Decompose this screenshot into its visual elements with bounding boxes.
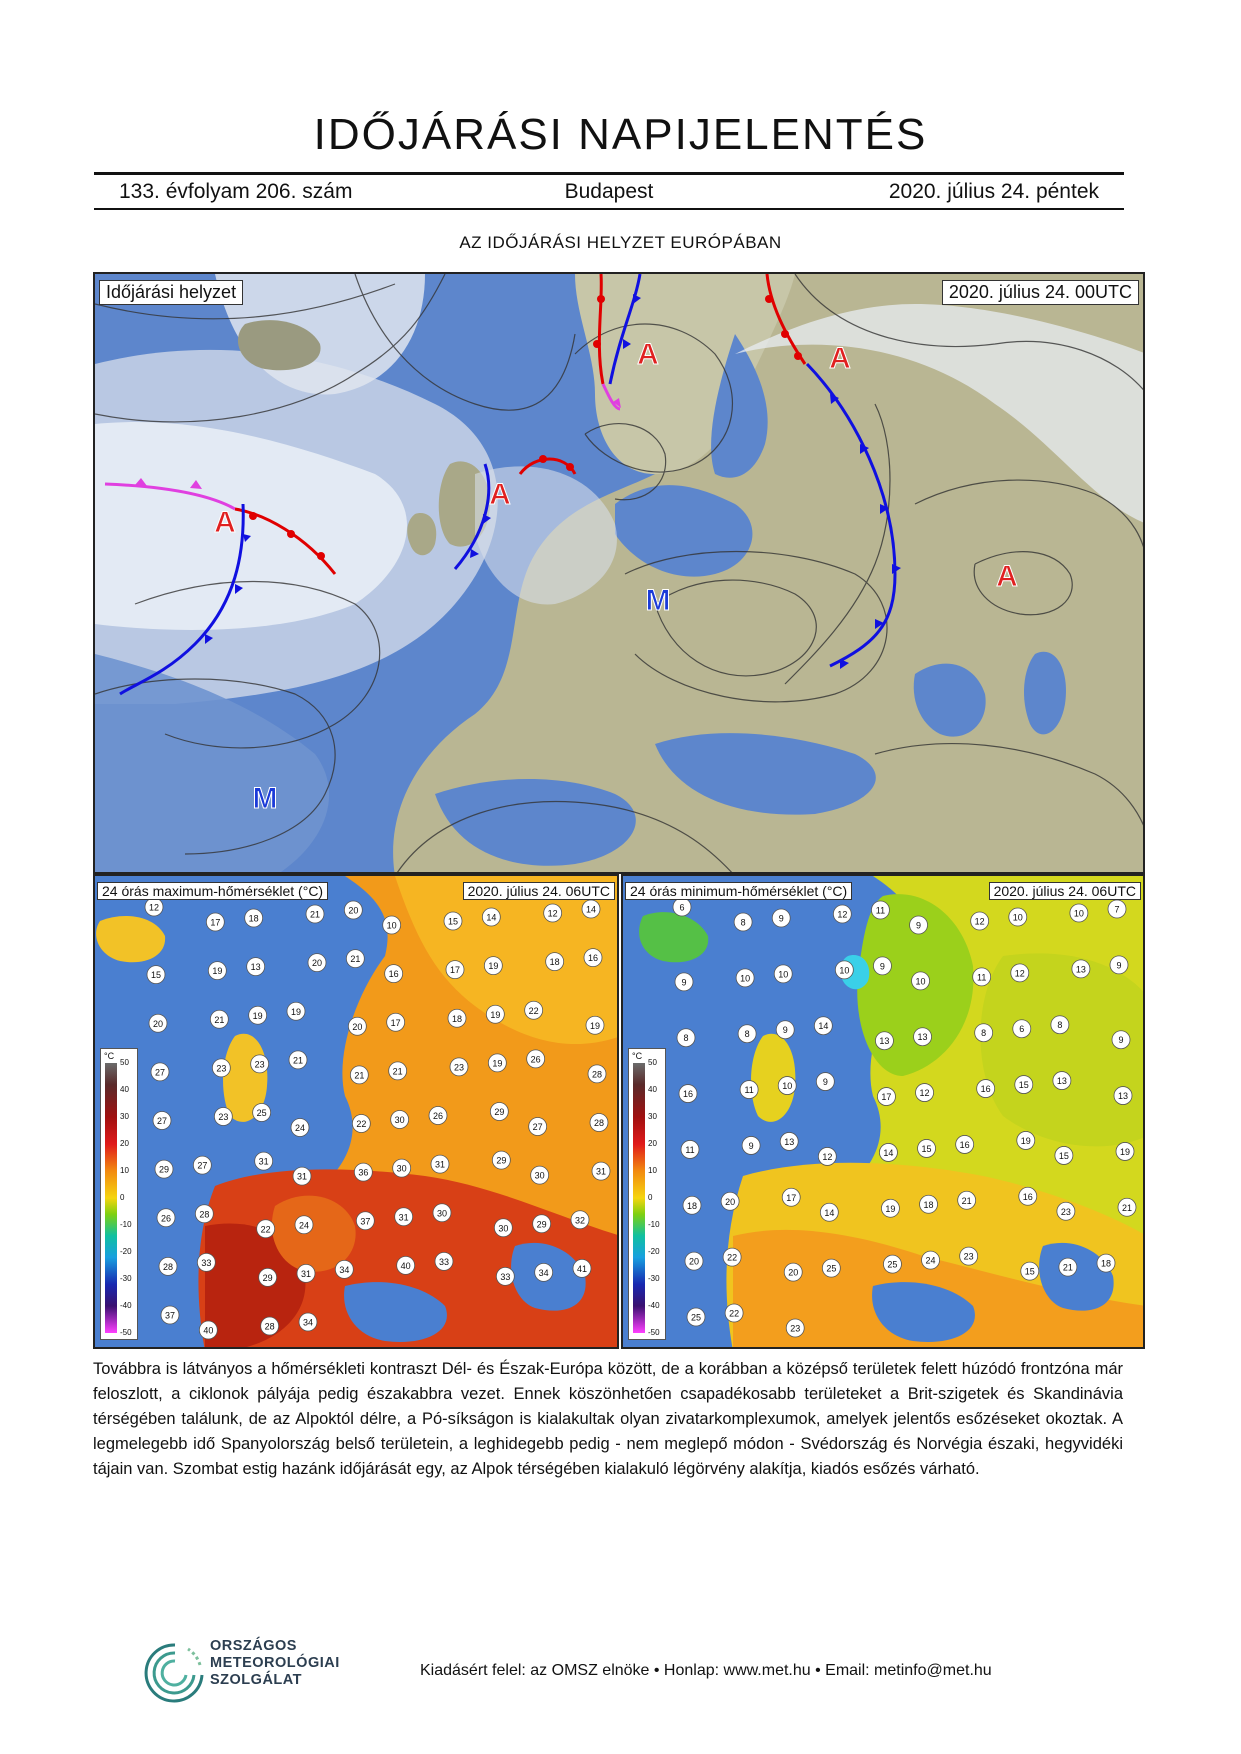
station-temperature-value: 19 xyxy=(488,961,499,972)
station-temperature-value: 18 xyxy=(248,913,259,924)
omsz-logo-text xyxy=(210,1638,340,1689)
scale-tick-label: 20 xyxy=(648,1139,657,1148)
station-temperature-value: 21 xyxy=(1121,1202,1133,1213)
station-temperature-value: 28 xyxy=(264,1321,275,1332)
station-temperature-value: 28 xyxy=(199,1209,210,1220)
station-temperature-value: 11 xyxy=(875,905,886,916)
synoptic-map-label: Időjárási helyzet xyxy=(99,280,243,305)
station-temperature-value: 15 xyxy=(1058,1150,1069,1161)
station-temperature-value: 23 xyxy=(216,1063,227,1074)
station-temperature-value: 34 xyxy=(538,1267,549,1278)
scale-tick-label: -30 xyxy=(120,1274,132,1283)
station-temperature-value: 19 xyxy=(290,1006,302,1017)
station-temperature-value: 17 xyxy=(449,965,461,976)
station-temperature-value: 29 xyxy=(536,1219,547,1230)
station-temperature-value: 21 xyxy=(214,1014,225,1025)
station-temperature-value: 22 xyxy=(260,1224,271,1235)
station-temperature-value: 15 xyxy=(1024,1266,1035,1277)
scale-tick-label: 0 xyxy=(648,1193,653,1202)
weather-summary-text: Továbbra is látványos a hőmérsékleti kontraszt Dél- és Észak-Európa között, de a korábban a középső területek felett húzódó frontzóna már feloszlott, a ciklonok pályája pedig északabbra vezet. Ennek köszönhetően csapadékosabb területeket a Brit-szigetek és Skandinávia térségében találunk, de az Alpoktól délre, a Pó-síkságon is kialakultak olyan zivatarkomplexumok, amelyek jelentős esőzéseket okoztak. A legmelegebb idő Spanyolország belső területein, a leghidegebb pedig - nem meglepő módon - Svédország és Norvégia északi, hegyvidéki tájain van. Szombat estig hazánk időjárását egy, az Alpok térségében kialakuló légörvény alakítja, kiadós esőzés várható. xyxy=(93,1360,1123,1478)
station-temperature-value: 20 xyxy=(352,1021,363,1032)
station-temperature-value: 19 xyxy=(589,1020,601,1031)
scale-color-bar xyxy=(105,1063,117,1333)
station-temperature-value: 27 xyxy=(532,1122,543,1132)
station-temperature-value: 21 xyxy=(961,1195,972,1206)
station-temperature-value: 10 xyxy=(386,920,397,931)
station-temperature-value: 26 xyxy=(530,1054,541,1065)
station-temperature-value: 8 xyxy=(744,1029,750,1040)
scale-tick-label: 20 xyxy=(120,1139,129,1148)
station-temperature-value: 19 xyxy=(885,1203,896,1214)
station-temperature-value: 13 xyxy=(1075,964,1086,975)
station-temperature-value: 27 xyxy=(197,1160,208,1171)
scale-tick-label: 50 xyxy=(648,1058,657,1067)
station-temperature-value: 23 xyxy=(453,1062,465,1073)
high-pressure-center: A xyxy=(996,560,1018,593)
station-temperature-value: 10 xyxy=(1012,912,1023,923)
station-temperature-value: 19 xyxy=(252,1010,263,1021)
station-temperature-value: 31 xyxy=(595,1166,607,1177)
synoptic-map-timestamp: 2020. július 24. 00UTC xyxy=(942,280,1139,305)
max-temperature-map xyxy=(93,874,619,1349)
station-temperature-value: 22 xyxy=(727,1252,738,1263)
station-temperature-value: 8 xyxy=(981,1028,987,1039)
station-temperature-value: 31 xyxy=(300,1268,312,1279)
station-temperature-value: 30 xyxy=(394,1115,405,1125)
station-temperature-value: 31 xyxy=(398,1212,409,1223)
station-temperature-value: 11 xyxy=(976,972,987,983)
station-temperature-value: 30 xyxy=(534,1170,545,1181)
station-temperature-value: 40 xyxy=(400,1260,411,1271)
station-temperature-value: 37 xyxy=(360,1216,371,1227)
temperature-color-scale xyxy=(628,1048,666,1340)
station-temperature-value: 21 xyxy=(309,909,321,920)
station-temperature-value: 21 xyxy=(292,1055,304,1066)
scale-tick-label: 40 xyxy=(648,1085,657,1094)
station-temperature-value: 17 xyxy=(390,1017,401,1028)
scale-tick-label: 10 xyxy=(120,1166,129,1175)
station-temperature-value: 14 xyxy=(818,1021,829,1032)
scale-unit: °C xyxy=(104,1051,115,1061)
header-rule-top xyxy=(94,172,1124,175)
station-temperature-value: 10 xyxy=(740,973,751,984)
masthead xyxy=(94,180,1124,206)
station-temperature-value: 9 xyxy=(778,913,784,924)
station-temperature-value: 17 xyxy=(786,1192,797,1203)
station-temperature-value: 29 xyxy=(496,1155,507,1166)
scale-tick-label: -30 xyxy=(648,1274,660,1283)
station-temperature-value: 9 xyxy=(1116,960,1122,971)
station-temperature-value: 18 xyxy=(1100,1258,1112,1269)
station-temperature-value: 23 xyxy=(963,1251,974,1262)
station-temperature-value: 28 xyxy=(593,1118,605,1128)
max-temp-map-graphic xyxy=(95,876,619,1349)
header-rule-bottom xyxy=(94,208,1124,210)
high-pressure-center: A xyxy=(214,506,236,539)
station-temperature-value: 19 xyxy=(1020,1135,1031,1146)
station-temperature-value: 10 xyxy=(1073,908,1084,919)
low-pressure-center: M xyxy=(645,584,671,617)
high-pressure-center: A xyxy=(489,478,511,511)
station-temperature-value: 33 xyxy=(201,1257,212,1268)
station-temperature-value: 13 xyxy=(250,962,261,973)
station-temperature-value: 9 xyxy=(782,1025,788,1036)
station-temperature-value: 13 xyxy=(1056,1076,1067,1087)
scale-tick-label: -40 xyxy=(120,1301,132,1310)
station-temperature-value: 20 xyxy=(688,1256,700,1267)
min-temp-map-timestamp: 2020. július 24. 06UTC xyxy=(989,882,1141,900)
station-temperature-value: 10 xyxy=(839,965,850,976)
station-temperature-value: 16 xyxy=(388,969,399,980)
station-temperature-value: 23 xyxy=(218,1112,229,1122)
station-temperature-value: 6 xyxy=(679,902,685,913)
station-temperature-value: 10 xyxy=(915,976,926,987)
section-title: AZ IDŐJÁRÁSI HELYZET EURÓPÁBAN xyxy=(459,233,782,252)
station-temperature-value: 12 xyxy=(919,1088,930,1099)
station-temperature-value: 15 xyxy=(1018,1080,1029,1091)
station-temperature-value: 16 xyxy=(587,953,599,964)
station-temperature-value: 31 xyxy=(434,1159,446,1170)
station-temperature-value: 8 xyxy=(740,917,746,928)
station-temperature-value: 13 xyxy=(784,1136,795,1147)
scale-tick-label: 30 xyxy=(648,1112,657,1121)
station-temperature-value: 26 xyxy=(432,1111,444,1121)
report-title: IDŐJÁRÁSI NAPIJELENTÉS xyxy=(313,110,928,159)
station-temperature-value: 14 xyxy=(824,1207,835,1218)
station-temperature-value: 16 xyxy=(1022,1191,1033,1202)
station-temperature-value: 11 xyxy=(685,1144,695,1155)
station-temperature-value: 9 xyxy=(916,920,922,931)
station-temperature-value: 18 xyxy=(549,957,560,968)
station-temperature-value: 20 xyxy=(725,1196,736,1207)
station-temperature-value: 14 xyxy=(883,1147,894,1158)
synoptic-weather-map xyxy=(93,272,1145,874)
station-temperature-value: 24 xyxy=(925,1255,936,1266)
station-temperature-value: 32 xyxy=(574,1215,586,1226)
station-temperature-value: 6 xyxy=(1019,1024,1025,1035)
station-temperature-value: 30 xyxy=(396,1163,407,1174)
scale-unit: °C xyxy=(632,1051,643,1061)
station-temperature-value: 12 xyxy=(547,908,558,919)
scale-tick-label: 0 xyxy=(120,1193,125,1202)
station-temperature-value: 28 xyxy=(162,1261,174,1272)
station-temperature-value: 24 xyxy=(298,1220,310,1231)
station-temperature-value: 29 xyxy=(494,1107,505,1117)
min-temp-map-graphic xyxy=(623,876,1145,1349)
scale-tick-label: -10 xyxy=(120,1220,132,1229)
station-temperature-value: 10 xyxy=(778,969,789,980)
station-temperature-value: 15 xyxy=(921,1143,932,1154)
station-temperature-value: 9 xyxy=(879,961,885,972)
publication-place: Budapest xyxy=(564,180,654,203)
station-temperature-value: 12 xyxy=(837,909,848,920)
omsz-logo-icon xyxy=(140,1635,210,1715)
station-temperature-value: 9 xyxy=(748,1140,754,1151)
station-temperature-value: 13 xyxy=(1117,1091,1129,1102)
station-temperature-value: 20 xyxy=(348,905,359,916)
station-temperature-value: 21 xyxy=(354,1070,365,1081)
station-temperature-value: 21 xyxy=(350,954,361,965)
station-temperature-value: 41 xyxy=(576,1263,588,1274)
station-temperature-value: 9 xyxy=(822,1077,828,1088)
station-temperature-value: 36 xyxy=(358,1167,369,1178)
min-temperature-map xyxy=(621,874,1145,1349)
station-temperature-value: 24 xyxy=(294,1123,306,1133)
scale-tick-label: -20 xyxy=(120,1247,132,1256)
station-temperature-value: 11 xyxy=(744,1085,754,1096)
station-temperature-value: 13 xyxy=(879,1036,890,1047)
synoptic-map-graphic xyxy=(95,274,1145,874)
scale-color-bar xyxy=(633,1063,645,1333)
station-temperature-value: 28 xyxy=(591,1069,603,1080)
station-temperature-value: 9 xyxy=(1118,1035,1124,1046)
station-temperature-value: 16 xyxy=(980,1084,991,1095)
footer-contact: Kiadásért felel: az OMSZ elnöke • Honlap: www.met.hu • Email: metinfo@met.hu xyxy=(420,1662,992,1679)
max-temp-map-label: 24 órás maximum-hőmérséklet (°C) xyxy=(97,882,328,900)
station-temperature-value: 8 xyxy=(683,1033,689,1044)
station-temperature-value: 16 xyxy=(682,1089,694,1100)
station-temperature-value: 25 xyxy=(826,1263,837,1274)
station-temperature-value: 18 xyxy=(451,1013,463,1024)
station-temperature-value: 13 xyxy=(917,1032,928,1043)
station-temperature-value: 18 xyxy=(686,1200,698,1211)
scale-tick-label: 50 xyxy=(120,1058,129,1067)
station-temperature-value: 12 xyxy=(1014,968,1025,979)
station-temperature-value: 37 xyxy=(164,1310,176,1321)
min-temp-map-label: 24 órás minimum-hőmérséklet (°C) xyxy=(625,882,852,900)
station-temperature-value: 31 xyxy=(296,1171,308,1182)
station-temperature-value: 7 xyxy=(1114,904,1120,915)
logo-line-2: METEOROLÓGIAI xyxy=(210,1655,340,1671)
station-temperature-value: 29 xyxy=(262,1272,273,1283)
station-temperature-value: 23 xyxy=(1060,1206,1071,1217)
station-temperature-value: 9 xyxy=(681,977,687,988)
scale-tick-label: 40 xyxy=(120,1085,129,1094)
station-temperature-value: 23 xyxy=(254,1059,265,1070)
station-temperature-value: 21 xyxy=(1062,1262,1073,1273)
station-temperature-value: 15 xyxy=(447,916,459,927)
station-temperature-value: 22 xyxy=(356,1119,367,1129)
low-pressure-center: M xyxy=(252,782,278,815)
station-temperature-value: 19 xyxy=(490,1009,501,1020)
station-temperature-value: 20 xyxy=(152,1018,164,1029)
station-temperature-value: 21 xyxy=(392,1066,403,1077)
station-temperature-value: 30 xyxy=(436,1208,448,1219)
station-temperature-value: 12 xyxy=(974,916,985,927)
station-temperature-value: 22 xyxy=(528,1005,539,1016)
high-pressure-center: A xyxy=(829,342,851,375)
station-temperature-value: 17 xyxy=(881,1092,892,1103)
scale-tick-label: -50 xyxy=(648,1328,660,1337)
scale-tick-label: -40 xyxy=(648,1301,660,1310)
station-temperature-value: 30 xyxy=(498,1223,509,1234)
station-temperature-value: 14 xyxy=(585,904,597,915)
station-temperature-value: 31 xyxy=(258,1156,269,1167)
high-pressure-center: A xyxy=(637,338,659,371)
station-temperature-value: 27 xyxy=(154,1067,166,1078)
station-temperature-value: 20 xyxy=(788,1267,799,1278)
scale-tick-label: -10 xyxy=(648,1220,660,1229)
scale-ticks xyxy=(648,1058,666,1337)
station-temperature-value: 10 xyxy=(782,1081,793,1092)
station-temperature-value: 33 xyxy=(500,1271,511,1282)
station-temperature-value: 26 xyxy=(160,1213,172,1224)
station-temperature-value: 25 xyxy=(887,1259,898,1270)
station-temperature-value: 14 xyxy=(486,912,497,923)
scale-tick-label: -20 xyxy=(648,1247,660,1256)
station-temperature-value: 22 xyxy=(729,1308,740,1319)
station-temperature-value: 40 xyxy=(203,1325,214,1336)
station-temperature-value: 25 xyxy=(256,1108,267,1118)
scale-ticks xyxy=(120,1058,138,1337)
station-temperature-value: 34 xyxy=(302,1317,314,1328)
station-temperature-value: 19 xyxy=(492,1058,503,1069)
max-temp-map-timestamp: 2020. július 24. 06UTC xyxy=(463,882,615,900)
logo-line-1: ORSZÁGOS xyxy=(210,1638,297,1654)
station-temperature-value: 12 xyxy=(822,1151,833,1162)
station-temperature-value: 18 xyxy=(923,1199,934,1210)
scale-tick-label: -50 xyxy=(120,1328,132,1337)
station-temperature-value: 19 xyxy=(1119,1146,1131,1157)
scale-tick-label: 10 xyxy=(648,1166,657,1175)
temperature-color-scale xyxy=(100,1048,138,1340)
station-temperature-value: 12 xyxy=(148,902,160,913)
publication-date: 2020. július 24. péntek xyxy=(888,180,1099,203)
station-temperature-value: 15 xyxy=(150,970,162,981)
station-temperature-value: 16 xyxy=(959,1139,970,1150)
station-temperature-value: 29 xyxy=(158,1164,170,1175)
station-temperature-value: 20 xyxy=(311,958,323,969)
station-temperature-value: 23 xyxy=(790,1323,801,1334)
station-temperature-value: 25 xyxy=(690,1312,702,1323)
station-temperature-value: 33 xyxy=(438,1256,450,1267)
station-temperature-value: 8 xyxy=(1057,1020,1063,1031)
scale-tick-label: 30 xyxy=(120,1112,129,1121)
station-temperature-value: 17 xyxy=(210,917,221,928)
station-temperature-value: 34 xyxy=(339,1264,350,1275)
station-temperature-value: 19 xyxy=(212,966,223,977)
logo-line-3: SZOLGÁLAT xyxy=(210,1672,303,1688)
station-temperature-value: 27 xyxy=(156,1116,168,1126)
volume-number: 133. évfolyam 206. szám xyxy=(119,180,353,203)
